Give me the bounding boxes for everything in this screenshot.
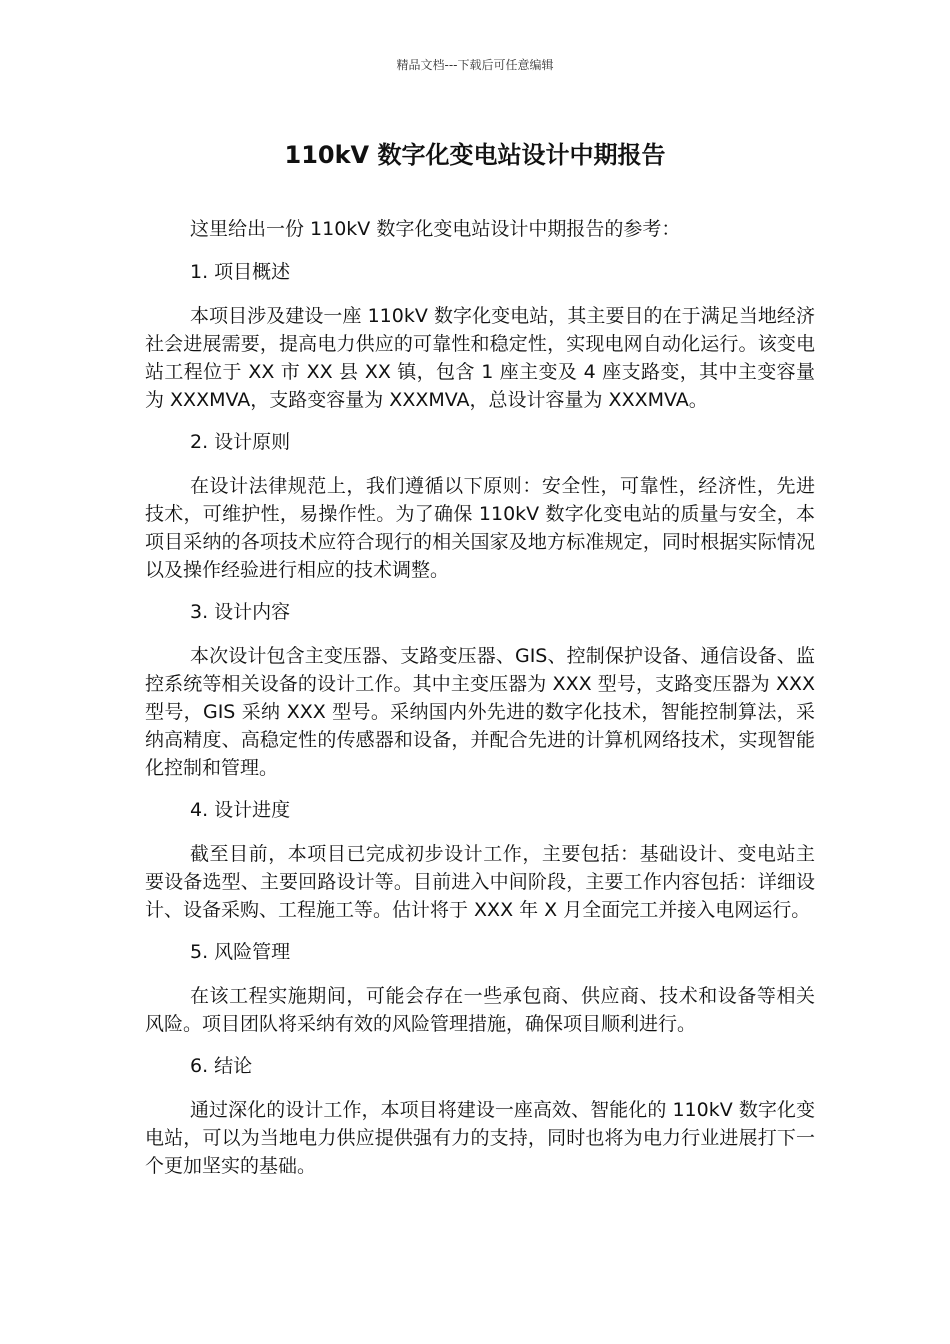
section-body-conclusion: 通过深化的设计工作，本项目将建设一座高效、智能化的 110kV 数字化变电站，可以为当地电力供应提供强有力的支持，同时也将为电力行业进展打下一个更加坚实的基础。	[145, 1099, 815, 1177]
section-body-content: 本次设计包含主变压器、支路变压器、GIS、控制保护设备、通信设备、监控系统等相关设备的设计工作。其中主变压器为 XXX 型号，支路变压器为 XXX 型号，GIS 采纳 XXX 型号。采纳国内外先进的数字化技术，智能控制算法，采纳高精度、高稳定性的传感器和设备，并配合先进的计算机网络技术，实现智能化控制和管理。	[145, 645, 815, 779]
section-heading-risk: 5. 风险管理	[190, 941, 291, 963]
section-heading-overview: 1. 项目概述	[190, 261, 291, 283]
intro-paragraph: 这里给出一份 110kV 数字化变电站设计中期报告的参考：	[190, 218, 681, 240]
document-title: 110kV 数字化变电站设计中期报告	[284, 141, 666, 169]
document-body	[145, 215, 815, 1194]
section-heading-progress: 4. 设计进度	[190, 799, 291, 821]
section-heading-content: 3. 设计内容	[190, 601, 291, 623]
page-header: 精品文档---下载后可任意编辑	[396, 58, 554, 72]
section-body-risk: 在该工程实施期间，可能会存在一些承包商、供应商、技术和设备等相关风险。项目团队将采纳有效的风险管理措施，确保项目顺利进行。	[145, 985, 815, 1035]
section-body-overview: 本项目涉及建设一座 110kV 数字化变电站，其主要目的在于满足当地经济社会进展需要，提高电力供应的可靠性和稳定性，实现电网自动化运行。该变电站工程位于 XX 市 XX 县 XX 镇，包含 1 座主变及 4 座支路变，其中主变容量为 XXXMVA，支路变容量为 XXXMVA，总设计容量为 XXXMVA。	[145, 305, 815, 411]
section-body-progress: 截至目前，本项目已完成初步设计工作，主要包括：基础设计、变电站主要设备选型、主要回路设计等。目前进入中间阶段，主要工作内容包括：详细设计、设备采购、工程施工等。估计将于 XXX 年 X 月全面完工并接入电网运行。	[145, 843, 815, 921]
section-body-principles: 在设计法律规范上，我们遵循以下原则：安全性，可靠性，经济性，先进技术，可维护性，易操作性。为了确保 110kV 数字化变电站的质量与安全，本项目采纳的各项技术应符合现行的相关国家及地方标准规定，同时根据实际情况以及操作经验进行相应的技术调整。	[145, 475, 815, 581]
section-heading-principles: 2. 设计原则	[190, 431, 291, 453]
section-heading-conclusion: 6. 结论	[190, 1055, 253, 1077]
